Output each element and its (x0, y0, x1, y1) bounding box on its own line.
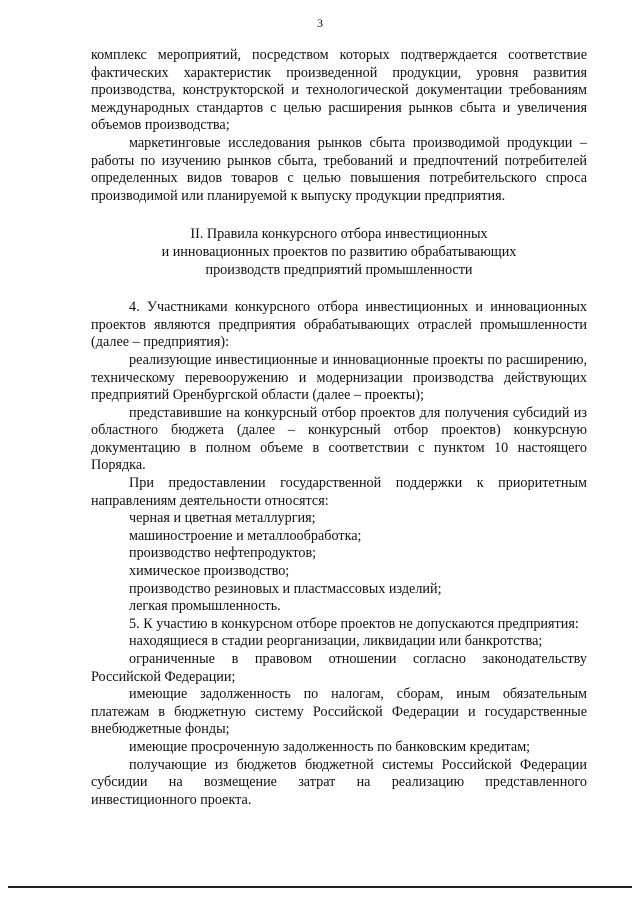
list-item: химическое производство; (129, 563, 290, 580)
list-item: машиностроение и металлообработка; (129, 527, 362, 544)
paragraph-4c: При предоставлении государственной поддержки к приоритетным направлениям деятельности относятся: (91, 475, 587, 509)
paragraph-4: 4. Участниками конкурсного отбора инвестиционных и инновационных проектов являются предприятия обрабатывающих отраслей промышленности (далее – предприятия): (91, 299, 587, 351)
paragraph-5a: находящиеся в стадии реорганизации, ликвидации или банкротства; (129, 633, 543, 650)
paragraph-5d: имеющие просроченную задолженность по банковским кредитам; (129, 738, 531, 755)
list-item: производство резиновых и пластмассовых изделий; (129, 580, 442, 597)
section-heading-line-1: II. Правила конкурсного отбора инвестиционных (190, 226, 488, 243)
paragraph-5c: имеющие задолженность по налогам, сборам, иным обязательным платежам в бюджетную систему Российской Федерации и государственные внебюджетные фонды; (91, 686, 587, 738)
section-heading (91, 226, 587, 279)
list-item: производство нефтепродуктов; (129, 545, 317, 562)
document-body (91, 47, 587, 809)
paragraph-intro-1: комплекс мероприятий, посредством которых подтверждается соответствие фактических характеристик произведенной продукции, уровня развития производства, конструкторской и технологической документации требованиям международных стандартов с целью расширения рынков сбыта и увеличения объемов производства; (91, 47, 587, 134)
paragraph-5b: ограниченные в правовом отношении согласно законодательству Российской Федерации; (91, 651, 587, 685)
priority-list (91, 510, 587, 616)
paragraph-4b: представившие на конкурсный отбор проектов для получения субсидий из областного бюджета (далее – конкурсный отбор проектов) конкурсную документацию в полном объеме в соответствии с пунктом 10 настоящего Порядка. (91, 404, 587, 474)
list-item: черная и цветная металлургия; (129, 510, 316, 527)
paragraph-intro-2: маркетинговые исследования рынков сбыта производимой продукции – работы по изучению рынков сбыта, требований и предпочтений потребителей определенных видов товаров с целью повышения потребительского спроса производимой или планируемой к выпуску продукции предприятия. (91, 134, 587, 204)
paragraph-4a: реализующие инвестиционные и инновационные проекты по расширению, техническому перевооружению и модернизации производства действующих предприятий Оренбургской области (далее – проекты); (91, 351, 587, 404)
bottom-rule (8, 886, 632, 888)
section-heading-line-3: производств предприятий промышленности (205, 261, 473, 278)
paragraph-5e: получающие из бюджетов бюджетной системы Российской Федерации субсидии на возмещение затрат на реализацию представленного инвестиционного проекта. (91, 756, 587, 808)
paragraph-5: 5. К участию в конкурсном отборе проектов не допускаются предприятия: (129, 615, 579, 632)
section-heading-line-2: и инновационных проектов по развитию обрабатывающих (161, 243, 517, 260)
page-number: 3 (317, 16, 323, 30)
list-item: легкая промышленность. (129, 598, 281, 615)
